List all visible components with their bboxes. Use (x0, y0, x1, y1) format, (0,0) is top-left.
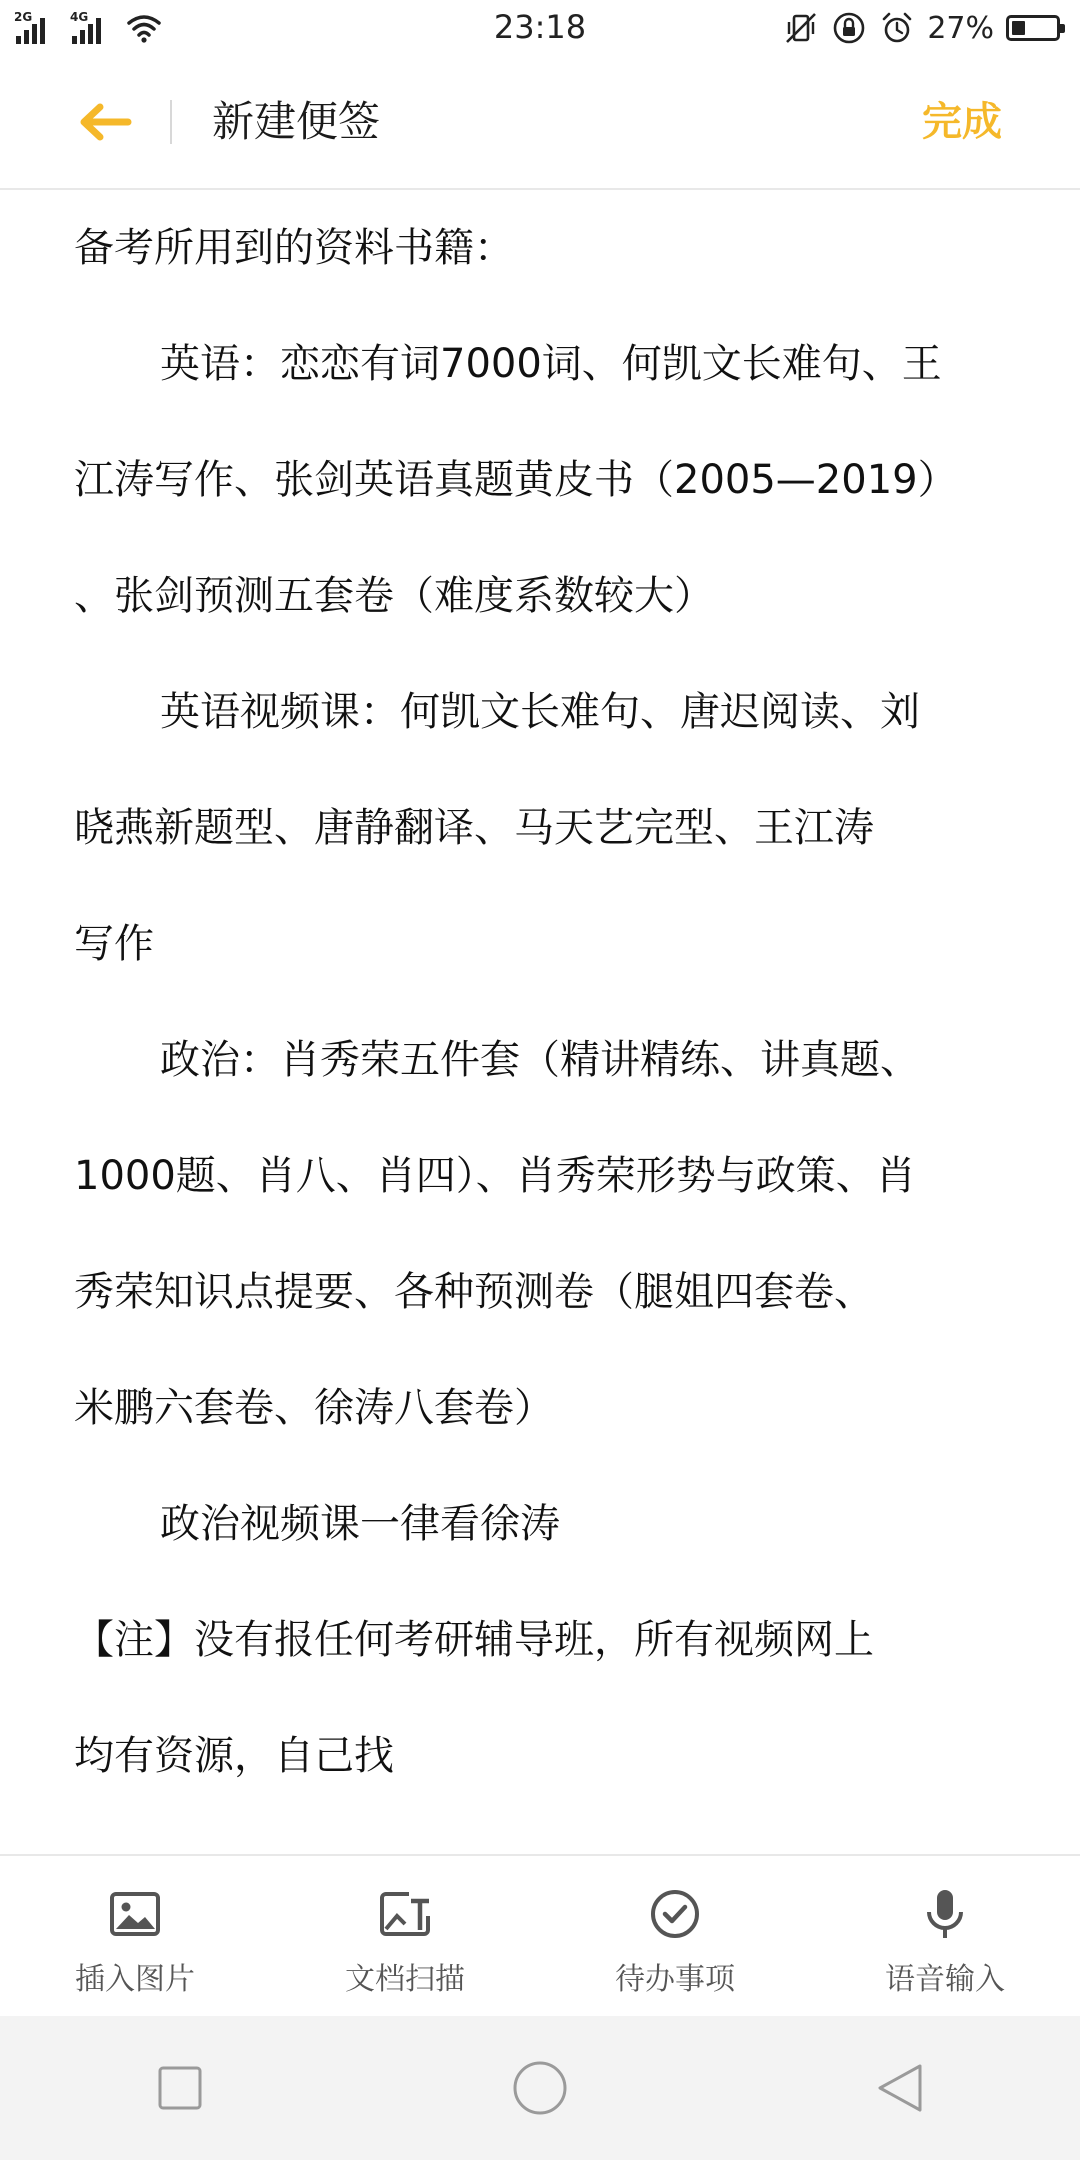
note-line: 备考所用到的资料书籍： (74, 225, 514, 271)
toolbar-label: 语音输入 (885, 1962, 1005, 1997)
battery-icon (1006, 15, 1060, 41)
back-nav-button[interactable] (860, 2048, 940, 2128)
back-arrow-icon (78, 102, 132, 142)
back-button[interactable] (70, 90, 140, 154)
header-divider (170, 100, 172, 144)
status-bar (0, 0, 1080, 60)
note-line: 写作 (74, 921, 154, 967)
image-icon (107, 1886, 163, 1942)
done-button[interactable]: 完成 (922, 99, 1002, 145)
check-circle-icon (647, 1886, 703, 1942)
note-line: 【注】没有报任何考研辅导班，所有视频网上 (74, 1617, 874, 1663)
toolbar-label: 文档扫描 (345, 1962, 465, 1997)
voice-input-button[interactable] (810, 1856, 1080, 2018)
app-header (0, 60, 1080, 190)
note-line: 晓燕新题型、唐静翻译、马天艺完型、王江涛 (74, 805, 874, 851)
note-line: 米鹏六套卷、徐涛八套卷） (74, 1385, 554, 1431)
note-line: 英语视频课：何凯文长难句、唐迟阅读、刘 (160, 689, 920, 735)
insert-image-button[interactable] (0, 1856, 270, 2018)
alarm-icon (879, 10, 915, 46)
circle-icon (511, 2059, 569, 2117)
rotation-lock-icon (831, 10, 867, 46)
note-line: 江涛写作、张剑英语真题黄皮书（2005—2019） (74, 457, 958, 503)
note-line: 、张剑预测五套卷（难度系数较大） (74, 573, 714, 619)
note-line: 英语：恋恋有词7000词、何凯文长难句、王 (160, 341, 942, 387)
triangle-back-icon (874, 2062, 926, 2114)
status-time: 23:18 (493, 8, 587, 46)
microphone-icon (917, 1886, 973, 1942)
note-line: 1000题、肖八、肖四）、肖秀荣形势与政策、肖 (74, 1153, 916, 1199)
todo-button[interactable] (540, 1856, 810, 2018)
page-title: 新建便签 (212, 97, 381, 146)
system-nav-bar (0, 2016, 1080, 2160)
scan-icon (377, 1886, 433, 1942)
note-line: 均有资源，自己找 (74, 1733, 394, 1779)
vibrate-mute-icon (783, 10, 819, 46)
scan-document-button[interactable] (270, 1856, 540, 2018)
note-editor[interactable] (74, 190, 1014, 1850)
note-line: 秀荣知识点提要、各种预测卷（腿姐四套卷、 (74, 1269, 874, 1315)
network-4g-label: 4G (70, 10, 89, 24)
note-line: 政治：肖秀荣五件套（精讲精练、讲真题、 (160, 1037, 920, 1083)
square-icon (156, 2064, 204, 2112)
battery-percent: 27% (927, 10, 994, 46)
note-line: 政治视频课一律看徐涛 (160, 1501, 560, 1547)
home-button[interactable] (500, 2048, 580, 2128)
status-icons (783, 8, 1060, 48)
toolbar-label: 待办事项 (615, 1962, 735, 1997)
bottom-toolbar (0, 1854, 1080, 2018)
toolbar-label: 插入图片 (75, 1962, 195, 1997)
network-2g-label: 2G (14, 10, 33, 24)
recent-apps-button[interactable] (140, 2048, 220, 2128)
